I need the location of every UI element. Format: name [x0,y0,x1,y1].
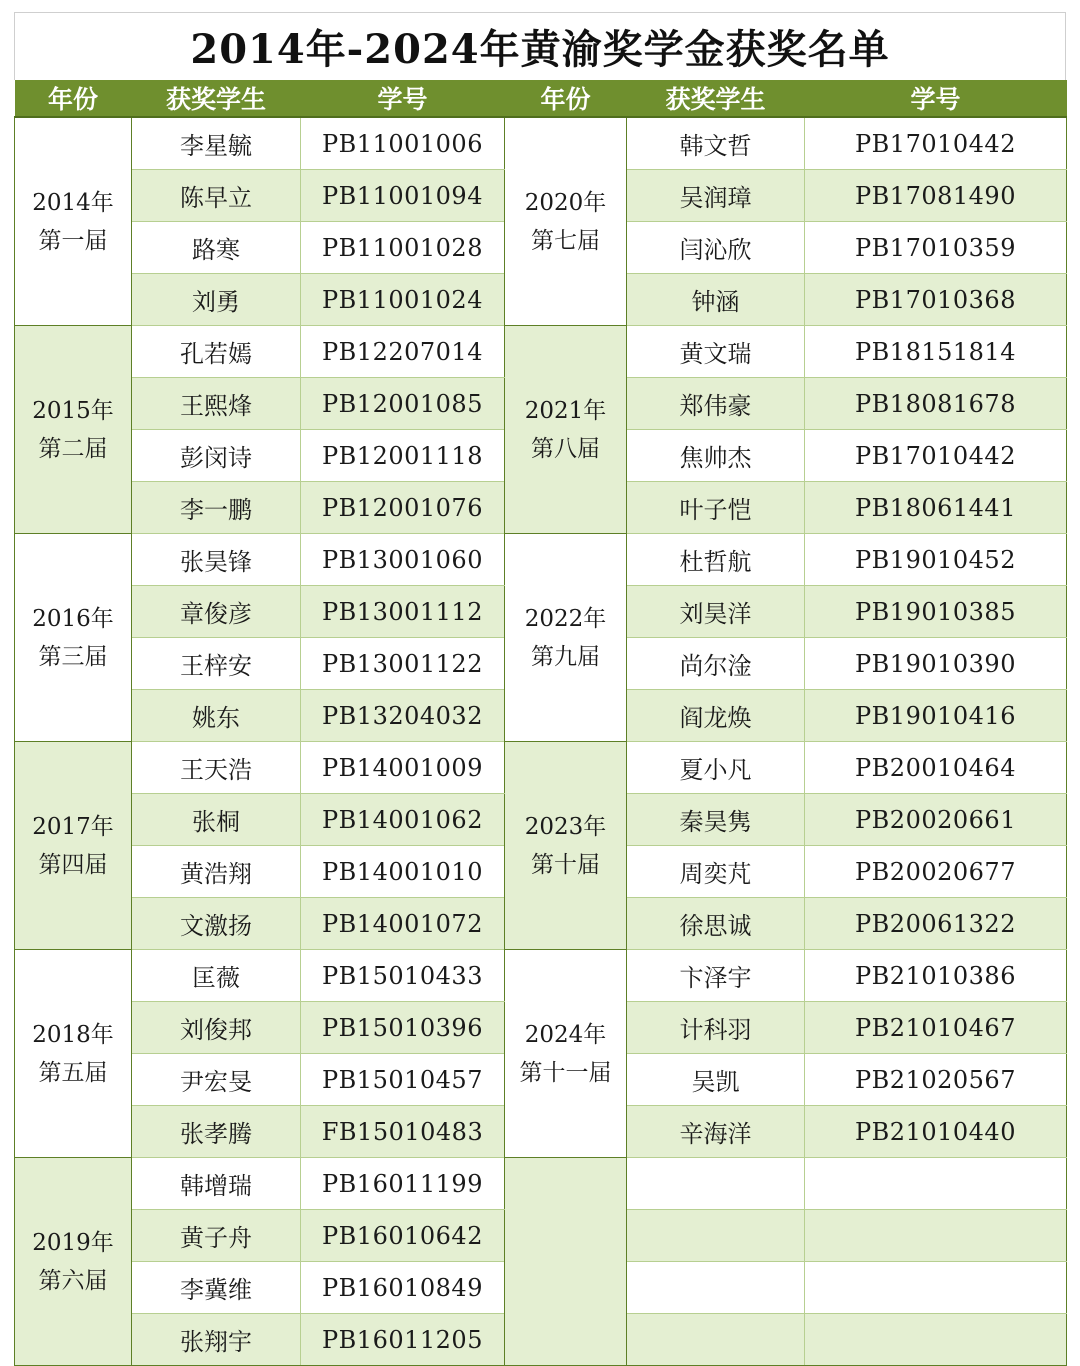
student-id-right: PB21020567 [805,1054,1067,1106]
student-id-left: PB13001060 [301,534,505,586]
student-id-left: PB14001072 [301,898,505,950]
student-name-left: 王梓安 [132,638,301,690]
page-title: 2014年-2024年黄渝奖学金获奖名单 [190,26,890,73]
student-id-right: PB18061441 [805,482,1067,534]
student-name-right: 卞泽宇 [627,950,805,1002]
edition-label: 第九届 [531,643,600,670]
student-id-right: PB20020677 [805,846,1067,898]
student-id-left: PB16011199 [301,1158,505,1210]
student-name-right: 辛海洋 [627,1106,805,1158]
header-row [15,80,1067,117]
student-id-right: PB20020661 [805,794,1067,846]
year-label: 2016年 [32,605,114,632]
student-name-left: 路寒 [132,222,301,274]
student-id-left: PB14001062 [301,794,505,846]
table-row [15,117,1067,170]
header-id-left: 学号 [301,80,505,117]
student-id-left: FB15010483 [301,1106,505,1158]
header-student-left: 获奖学生 [132,80,301,117]
year-label: 2017年 [32,813,114,840]
award-table-container [14,80,1067,1366]
student-id-right: PB17010359 [805,222,1067,274]
student-id-right [805,1158,1067,1210]
student-name-left: 孔若嫣 [132,326,301,378]
year-label: 2014年 [32,189,114,216]
year-label: 2019年 [32,1229,114,1256]
student-name-left: 刘勇 [132,274,301,326]
student-id-left: PB14001010 [301,846,505,898]
student-name-left: 王天浩 [132,742,301,794]
student-name-left: 王熙烽 [132,378,301,430]
student-id-left: PB11001094 [301,170,505,222]
edition-label: 第十一届 [519,1059,612,1086]
year-group-cell-left [15,326,132,534]
header-year-left: 年份 [15,80,132,117]
student-name-left: 文激扬 [132,898,301,950]
edition-label: 第三届 [38,643,108,670]
year-label: 2020年 [524,189,607,216]
header-id-right: 学号 [805,80,1067,117]
edition-label: 第十届 [531,851,600,878]
year-label: 2021年 [524,397,607,424]
student-id-right [805,1262,1067,1314]
student-id-left: PB11001024 [301,274,505,326]
table-row [15,1158,1067,1210]
table-row [15,950,1067,1002]
student-name-right [627,1314,805,1366]
student-id-right: PB19010452 [805,534,1067,586]
student-name-right [627,1210,805,1262]
student-name-left: 李星毓 [132,117,301,170]
student-name-right: 闫沁欣 [627,222,805,274]
student-name-left: 张桐 [132,794,301,846]
student-name-right: 计科羽 [627,1002,805,1054]
student-name-right: 吴凯 [627,1054,805,1106]
edition-label: 第八届 [531,435,600,462]
year-group-cell-right [505,117,627,326]
year-group-cell-left [15,534,132,742]
year-group-cell-right [505,326,627,534]
student-name-left: 韩增瑞 [132,1158,301,1210]
student-name-right: 杜哲航 [627,534,805,586]
table-row [15,534,1067,586]
student-name-right [627,1262,805,1314]
edition-label: 第五届 [38,1059,108,1086]
student-name-right: 吴润璋 [627,170,805,222]
student-name-left: 李一鹏 [132,482,301,534]
student-name-right: 焦帅杰 [627,430,805,482]
student-id-left: PB16010849 [301,1262,505,1314]
student-id-right: PB17010442 [805,430,1067,482]
student-name-left: 陈早立 [132,170,301,222]
student-name-left: 黄子舟 [132,1210,301,1262]
year-group-cell-left [15,1158,132,1366]
student-id-right: PB19010385 [805,586,1067,638]
student-name-left: 黄浩翔 [132,846,301,898]
year-group-cell-right [505,742,627,950]
student-id-left: PB12001076 [301,482,505,534]
year-group-cell-right [505,950,627,1158]
edition-label: 第四届 [38,851,108,878]
title-bar [14,12,1066,80]
student-id-left: PB14001009 [301,742,505,794]
student-name-left: 张昊锋 [132,534,301,586]
student-name-left: 张翔宇 [132,1314,301,1366]
student-name-right: 阎龙焕 [627,690,805,742]
student-name-right: 夏小凡 [627,742,805,794]
student-id-right: PB17010368 [805,274,1067,326]
student-name-right [627,1158,805,1210]
student-id-left: PB13001112 [301,586,505,638]
year-label: 2018年 [32,1021,114,1048]
header-year-right: 年份 [505,80,627,117]
student-id-right: PB21010467 [805,1002,1067,1054]
student-id-right: PB20061322 [805,898,1067,950]
year-label: 2024年 [524,1021,607,1048]
year-label: 2023年 [524,813,607,840]
student-name-left: 刘俊邦 [132,1002,301,1054]
student-id-right [805,1314,1067,1366]
student-name-left: 彭闵诗 [132,430,301,482]
student-id-right: PB19010390 [805,638,1067,690]
student-id-left: PB16010642 [301,1210,505,1262]
student-id-left: PB16011205 [301,1314,505,1366]
student-id-left: PB11001006 [301,117,505,170]
student-name-left: 李冀维 [132,1262,301,1314]
student-id-left: PB11001028 [301,222,505,274]
student-name-right: 周奕芃 [627,846,805,898]
student-name-right: 秦昊隽 [627,794,805,846]
year-group-cell-right [505,534,627,742]
student-id-right: PB20010464 [805,742,1067,794]
student-id-right: PB18081678 [805,378,1067,430]
year-group-cell-left [15,117,132,326]
student-name-left: 张孝腾 [132,1106,301,1158]
table-body [15,117,1067,1366]
table-row [15,326,1067,378]
student-id-left: PB13001122 [301,638,505,690]
student-id-right: PB18151814 [805,326,1067,378]
student-name-left: 尹宏旻 [132,1054,301,1106]
student-name-left: 匡薇 [132,950,301,1002]
award-table [14,80,1067,1366]
edition-label: 第七届 [531,227,600,254]
student-name-right: 叶子恺 [627,482,805,534]
student-id-right: PB21010440 [805,1106,1067,1158]
student-name-right: 钟涵 [627,274,805,326]
year-label: 2022年 [524,605,607,632]
student-id-right [805,1210,1067,1262]
student-id-right: PB21010386 [805,950,1067,1002]
student-id-left: PB12207014 [301,326,505,378]
table-row [15,742,1067,794]
year-group-cell-left [15,950,132,1158]
student-name-right: 郑伟豪 [627,378,805,430]
student-id-right: PB17010442 [805,117,1067,170]
edition-label: 第六届 [38,1267,108,1294]
edition-label: 第一届 [38,227,108,254]
student-id-right: PB19010416 [805,690,1067,742]
student-id-left: PB13204032 [301,690,505,742]
student-name-left: 章俊彦 [132,586,301,638]
year-group-cell-right [505,1158,627,1366]
student-id-right: PB17081490 [805,170,1067,222]
year-group-cell-left [15,742,132,950]
student-name-right: 刘昊洋 [627,586,805,638]
student-id-left: PB15010433 [301,950,505,1002]
student-id-left: PB12001085 [301,378,505,430]
student-name-left: 姚东 [132,690,301,742]
student-id-left: PB15010396 [301,1002,505,1054]
student-name-right: 徐思诚 [627,898,805,950]
header-student-right: 获奖学生 [627,80,805,117]
edition-label: 第二届 [38,435,108,462]
student-id-left: PB12001118 [301,430,505,482]
year-label: 2015年 [32,397,114,424]
student-name-right: 韩文哲 [627,117,805,170]
student-name-right: 尚尔淦 [627,638,805,690]
student-id-left: PB15010457 [301,1054,505,1106]
student-name-right: 黄文瑞 [627,326,805,378]
